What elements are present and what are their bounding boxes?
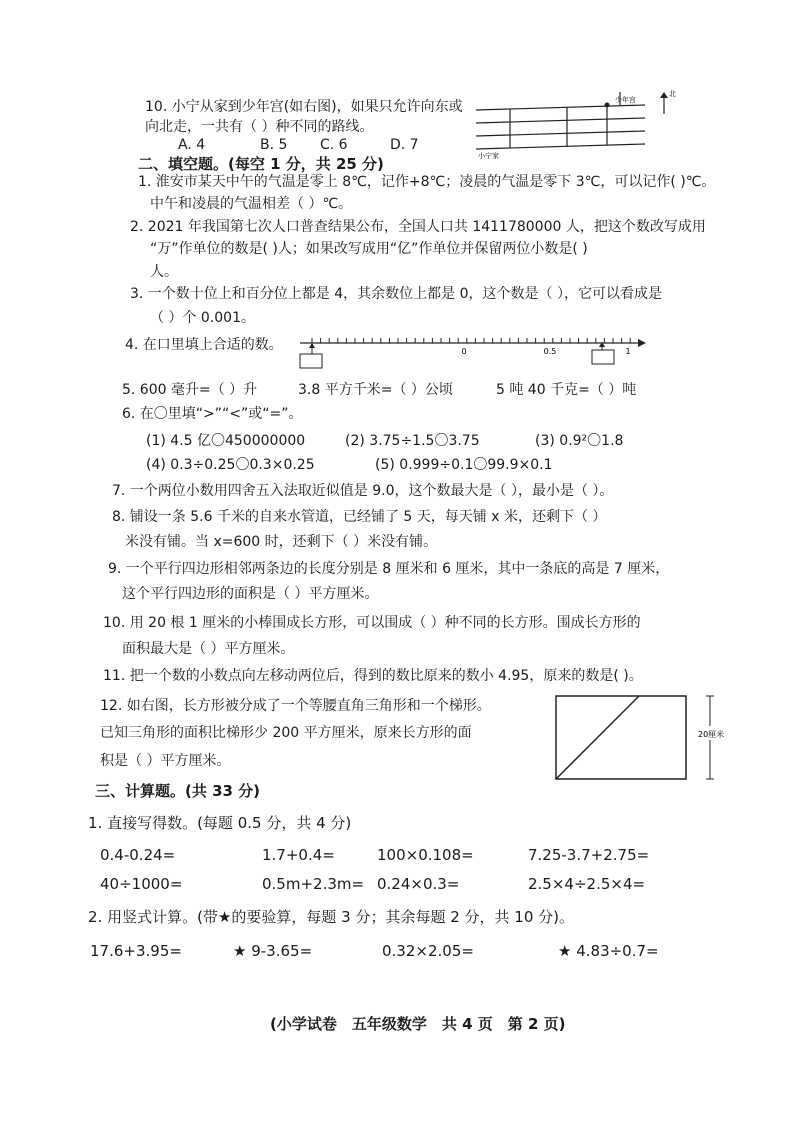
q12-line3: 积是（ ）平方厘米。 (100, 753, 231, 769)
answer-box-left[interactable] (300, 343, 322, 368)
tick-label-0-5: 0.5 (543, 347, 557, 356)
q5-part2: 3.8 平方千米=（ ）公顷 (298, 382, 453, 398)
section2-title: 二、填空题。(每空 1 分，共 25 分) (138, 155, 384, 173)
rectangle-diagram (550, 690, 725, 790)
q9-line1: 9. 一个平行四边形相邻两条边的长度分别是 8 厘米和 6 厘米，其中一条底的高是 7 厘米， (108, 561, 670, 577)
calc-1-1: 0.4-0.24= (100, 846, 176, 864)
q8-line2: 米没有铺。当 x=600 时，还剩下（ ）米没有铺。 (125, 534, 438, 550)
calc-1-3: 100×0.108= (377, 846, 474, 864)
q1-line2: 中午和凌晨的气温相差（ ）℃。 (150, 196, 353, 212)
q6-item1: (1) 4.5 亿〇450000000 (146, 433, 306, 449)
q10-fill-line1: 10. 用 20 根 1 厘米的小棒围成长方形，可以围成（ ）种不同的长方形。围成长方形的 (103, 615, 641, 631)
q6-item2: (2) 3.75÷1.5〇3.75 (345, 433, 480, 449)
start-label: 小宁家 (478, 152, 499, 160)
q10-line2: 向北走，一共有（ ）种不同的路线。 (145, 119, 374, 135)
q10-option-a: A. 4 (178, 137, 206, 153)
q5-part3: 5 吨 40 千克=（ ）吨 (496, 382, 637, 398)
section3-sub2: 2. 用竖式计算。(带★的要验算，每题 3 分；其余每题 2 分，共 10 分)。 (88, 908, 575, 926)
q6-item5: (5) 0.999÷0.1〇99.9×0.1 (375, 457, 553, 473)
calc-3-4: ★ 4.83÷0.7= (558, 942, 659, 960)
page-footer: (小学试卷 五年级数学 共 4 页 第 2 页) (270, 1015, 566, 1033)
q6-text: 6. 在〇里填“>”“<”或“=”。 (122, 406, 303, 422)
calc-2-4: 2.5×4÷2.5×4= (528, 875, 646, 893)
q10-line1: 10. 小宁从家到少年宫(如右图)，如果只允许向东或 (145, 99, 463, 115)
q3-line2: （ ）个 0.001。 (150, 310, 255, 326)
q3-line1: 3. 一个数十位上和百分位上都是 4，其余数位上都是 0，这个数是（ ），它可以看成是 (130, 286, 662, 302)
calc-2-2: 0.5m+2.3m= (262, 875, 365, 893)
q10-option-b: B. 5 (260, 137, 288, 153)
section3-sub1: 1. 直接写得数。(每题 0.5 分，共 4 分) (88, 814, 352, 832)
q10-fill-line2: 面积最大是（ ）平方厘米。 (122, 641, 295, 657)
q12-line2: 已知三角形的面积比梯形少 200 平方厘米，原来长方形的面 (100, 725, 472, 741)
calc-2-3: 0.24×0.3= (377, 875, 460, 893)
q11-text: 11. 把一个数的小数点向左移动两位后，得到的数比原来的数小 4.95，原来的数是( )。 (103, 668, 643, 684)
q10-option-d: D. 7 (390, 137, 419, 153)
tick-label-0: 0 (461, 347, 467, 356)
q1-line1: 1. 淮安市某天中午的气温是零上 8℃，记作+8℃；凌晨的气温是零下 3℃，可以记作( )℃。 (138, 174, 716, 190)
q2-line2: “万”作单位的数是( )人；如果改写成用“亿”作单位并保留两位小数是( ) (150, 241, 588, 257)
tick-label-1: 1 (625, 347, 631, 356)
answer-box-right[interactable] (592, 342, 614, 364)
end-label: 少年宫 (615, 96, 636, 104)
q2-line3: 人。 (150, 264, 178, 280)
q10-option-c: C. 6 (320, 137, 348, 153)
q4-text: 4. 在口里填上合适的数。 (125, 337, 283, 353)
north-label: 北 (669, 90, 676, 98)
calc-3-2: ★ 9-3.65= (233, 942, 313, 960)
q9-line2: 这个平行四边形的面积是（ ）平方厘米。 (122, 586, 379, 602)
number-line (296, 330, 651, 375)
q8-line1: 8. 铺设一条 5.6 千米的自来水管道，已经铺了 5 天，每天铺 x 米，还剩下（ ） (112, 509, 607, 525)
calc-1-4: 7.25-3.7+2.75= (528, 846, 650, 864)
q6-item4: (4) 0.3÷0.25〇0.3×0.25 (146, 457, 315, 473)
calc-3-1: 17.6+3.95= (90, 942, 182, 960)
calc-3-3: 0.32×2.05= (382, 942, 474, 960)
q2-line1: 2. 2021 年我国第七次人口普查结果公布，全国人口共 1411780000 人，把这个数改写成用 (130, 219, 706, 235)
route-grid-diagram (470, 88, 690, 160)
calc-1-2: 1.7+0.4= (262, 846, 335, 864)
q6-item3: (3) 0.9²〇1.8 (535, 433, 624, 449)
q12-line1: 12. 如右图，长方形被分成了一个等腰直角三角形和一个梯形。 (100, 698, 491, 714)
calc-2-1: 40÷1000= (100, 875, 183, 893)
north-arrow-icon (660, 89, 676, 114)
section3-title: 三、计算题。(共 33 分) (95, 782, 261, 800)
q7-text: 7. 一个两位小数用四舍五入法取近似值是 9.0，这个数最大是（ ），最小是（ ）。 (112, 483, 614, 499)
dimension-label: 20厘米 (698, 730, 725, 739)
q5-part1: 5. 600 毫升=（ ）升 (122, 382, 258, 398)
